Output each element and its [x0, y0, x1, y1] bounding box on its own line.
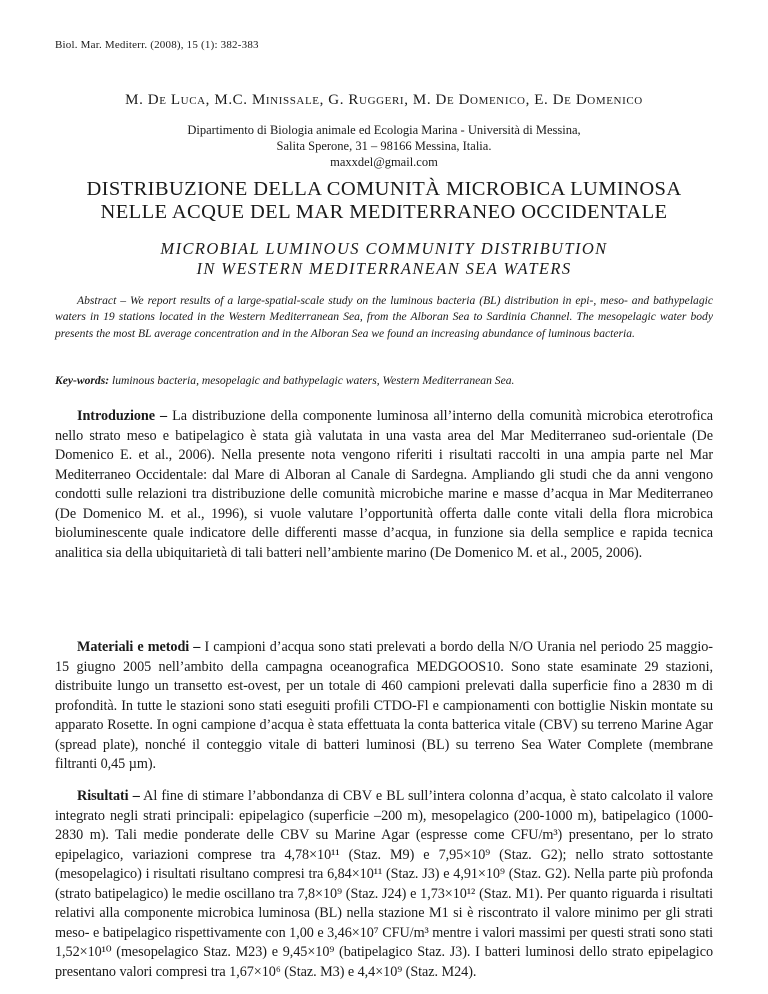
section-results-title: Risultati –	[77, 788, 140, 804]
keywords	[55, 373, 713, 389]
section-methods-title: Materiali e metodi –	[77, 639, 201, 655]
journal-citation: Biol. Mar. Mediterr. (2008), 15 (1): 382-383	[55, 39, 259, 51]
title-italian-line-2: NELLE ACQUE DEL MAR MEDITERRANEO OCCIDENTALE	[100, 201, 668, 223]
author-email: maxxdel@gmail.com	[330, 155, 438, 169]
author-list: M. De Luca, M.C. Minissale, G. Ruggeri, M. De Domenico, E. De Domenico	[125, 92, 643, 108]
affiliation-line-2: Salita Sperone, 31 – 98166 Messina, Italia.	[276, 139, 492, 153]
section-introduction-text: La distribuzione della componente luminosa all’interno della comunità microbica eterotrofica nello strato meso e batipelagico è stata già valutata in una vasta area del Mar Mediterraneo sud-orientale (De Domenico E. et al., 2006). Nella presente nota vengono riferiti i risultati raccolti in una ampia parte nel Mar Mediterraneo Occidentale: dal Mare di Alboran al Canale di Sardegna. Ampliando gli studi che da anni vengono condotti sulle relazioni tra distribuzione delle comunità microbiche marine e masse d’acqua in Mar Mediterraneo (De Domenico M. et al., 1996), si vuole valutare l’opportunità offerta dalle conte vitali della flora microbica bioluminescente quale indicatore delle differenti masse d’acqua, in funzione sia della semplice e rapida tecnica analitica sia della ubiquitarietà di tali batteri nell’ambiente marino (De Domenico M. et al., 2005, 2006).	[55, 408, 714, 561]
abstract-text: We report results of a large-spatial-scale study on the luminous bacteria (BL) distribution in epi-, meso- and bathypelagic waters in 19 stations located in the Western Mediterranean Sea, from the Alboran Sea to Sardinia Channel. The mesopelagic water body presents the most BL average concentration and in the Alboran Sea we found an increasing abundance of luminous bacteria.	[55, 294, 713, 340]
title-english	[0, 239, 768, 279]
title-english-line-1: MICROBIAL LUMINOUS COMMUNITY DISTRIBUTION	[160, 239, 608, 258]
abstract-label: Abstract –	[77, 294, 127, 307]
abstract	[55, 293, 713, 342]
affiliation-line-1: Dipartimento di Biologia animale ed Ecologia Marina - Università di Messina,	[187, 123, 581, 137]
keywords-text: luminous bacteria, mesopelagic and bathypelagic waters, Western Mediterranean Sea.	[112, 374, 515, 387]
section-introduction-title: Introduzione –	[77, 408, 168, 424]
title-english-line-2: IN WESTERN MEDITERRANEAN SEA WATERS	[196, 259, 572, 278]
affiliation	[0, 122, 768, 170]
section-results	[55, 787, 713, 982]
title-italian	[0, 178, 768, 224]
section-methods	[55, 638, 713, 775]
section-results-text: Al fine di stimare l’abbondanza di CBV e BL sull’intera colonna d’acqua, è stato calcolato il valore integrato negli strati principali: epipelagico (superficie –200 m), mesopelagico (200-1000 m), batipelagico (1000-2830 m). Tali medie ponderate delle CBV su Marine Agar (espresse come CFU/m³) presentano, per lo strato epipelagico, variazioni comprese tra 4,78×10¹¹ (Staz. M9) e 7,95×10⁹ (Staz. G2); nello strato sottostante (mesopelagico) i risultati risultano compresi tra 6,84×10¹¹ (Staz. J3) e 4,91×10⁹ (Staz. G2). Nella parte più profonda (strato batipelagico) le medie oscillano tra 7,8×10⁹ (Staz. J24) e 1,73×10¹² (Staz. M1). Per quanto riguarda i risultati relativi alla componente microbica luminosa (BL) nella stazione M1 si è riscontrato il valore minimo per gli strati meso- e batipelagico rispettivamente con 1,00 e 3,46×10⁷ CFU/m³ mentre i valori massimi per questi strati sono stati 1,52×10¹⁰ (mesopelagico Staz. M23) e 9,45×10⁹ (batipelagico Staz. J3). I batteri luminosi dello strato epipelagico presentano valori compresi tra 1,67×10⁶ (Staz. M3) e 4,4×10⁹ (Staz. M24).	[55, 788, 713, 980]
section-introduction	[55, 407, 713, 563]
section-methods-text: I campioni d’acqua sono stati prelevati a bordo della N/O Urania nel periodo 25 maggio-15 giugno 2005 nell’ambito della campagna oceanografica MEDGOOS10. Sono state esaminate 29 stazioni, distribuite lungo un transetto est-ovest, per un totale di 460 campioni prelevati dalla superficie fino a 2830 m di profondità. In tutte le stazioni sono stati eseguiti profili CTDO-Fl e campionamenti con bottiglie Niskin montate su apparato Rosette. In ogni campione d’acqua è stata effettuata la conta batterica vitale (CBV) su terreno Marine Agar (spread plate), nonché il conteggio vitale di batteri luminosi (BL) su terreno Sea Water Complete (membrane filtranti 0,45 µm).	[55, 639, 713, 772]
keywords-label: Key-words:	[55, 374, 110, 387]
title-italian-line-1: DISTRIBUZIONE DELLA COMUNITÀ MICROBICA LUMINOSA	[86, 178, 682, 200]
